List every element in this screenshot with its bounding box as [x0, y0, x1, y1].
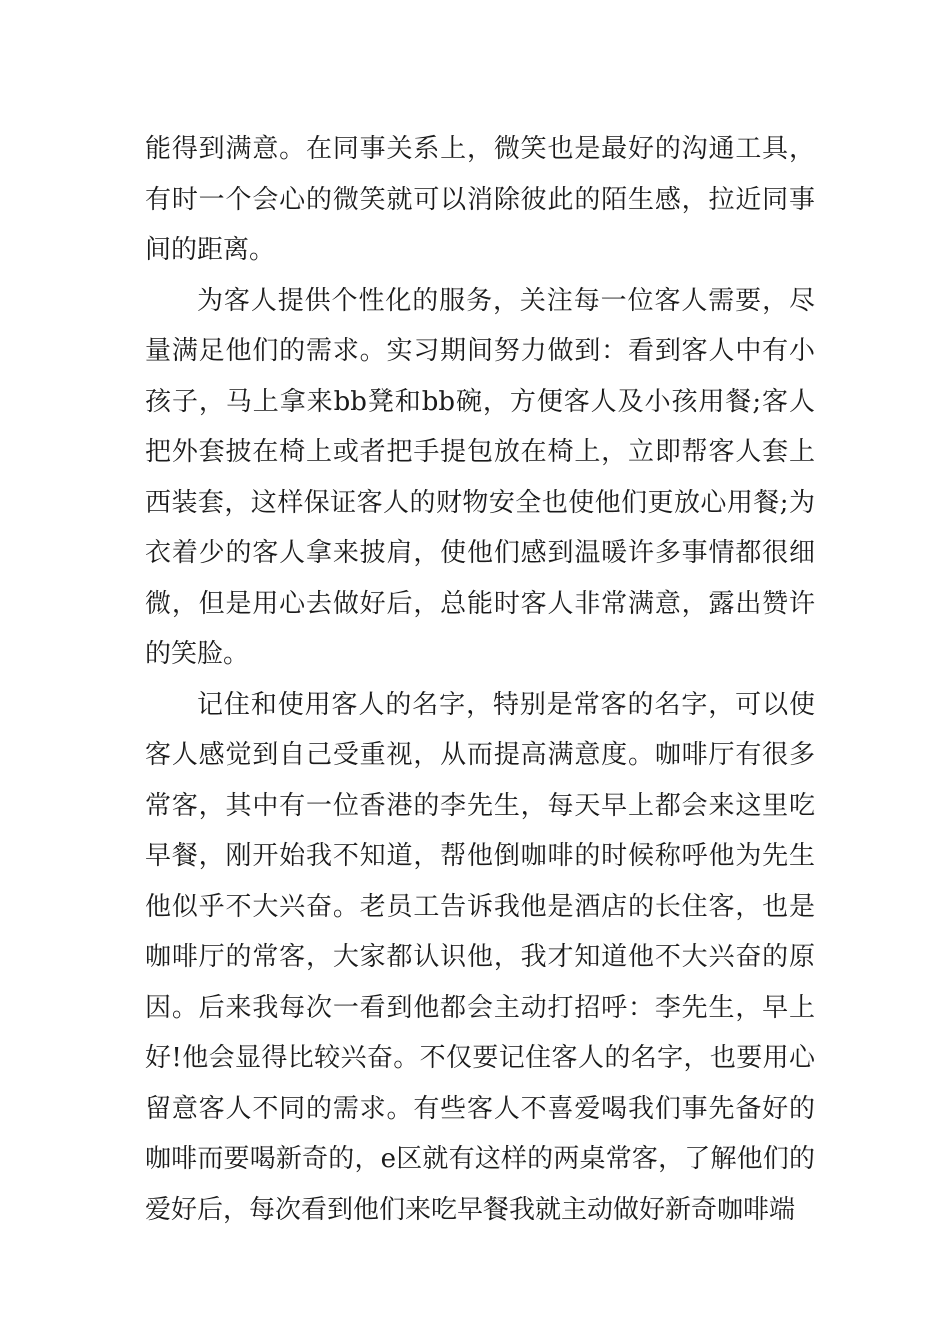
paragraph-continued: 能得到满意。在同事关系上，微笑也是最好的沟通工具，有时一个会心的微笑就可以消除彼此的陌生感，拉近同事间的距离。 — [145, 134, 815, 265]
document-body — [145, 124, 815, 1235]
paragraph-personalized-service: 为客人提供个性化的服务，关注每一位客人需要，尽量满足他们的需求。实习期间努力做到：看到客人中有小孩子，马上拿来bb凳和bb碗，方便客人及小孩用餐;客人把外套披在椅上或者把手提包放在椅上，立即帮客人套上西装套，这样保证客人的财物安全也使他们更放心用餐;为衣着少的客人拿来披肩，使他们感到温暖许多事情都很细微，但是用心去做好后，总能时客人非常满意，露出赞许的笑脸。 — [145, 285, 815, 669]
paragraph-guest-names: 记住和使用客人的名字，特别是常客的名字，可以使客人感觉到自己受重视，从而提高满意度。咖啡厅有很多常客，其中有一位香港的李先生，每天早上都会来这里吃早餐，刚开始我不知道，帮他倒咖啡的时候称呼他为先生他似乎不大兴奋。老员工告诉我他是酒店的长住客，也是咖啡厅的常客，大家都认识他，我才知道他不大兴奋的原因。后来我每次一看到他都会主动打招呼：李先生，早上好!他会显得比较兴奋。不仅要记住客人的名字，也要用心留意客人不同的需求。有些客人不喜爱喝我们事先备好的咖啡而要喝新奇的，e区就有这样的两桌常客，了解他们的爱好后，每次看到他们来吃早餐我就主动做好新奇咖啡端 — [145, 689, 815, 1225]
